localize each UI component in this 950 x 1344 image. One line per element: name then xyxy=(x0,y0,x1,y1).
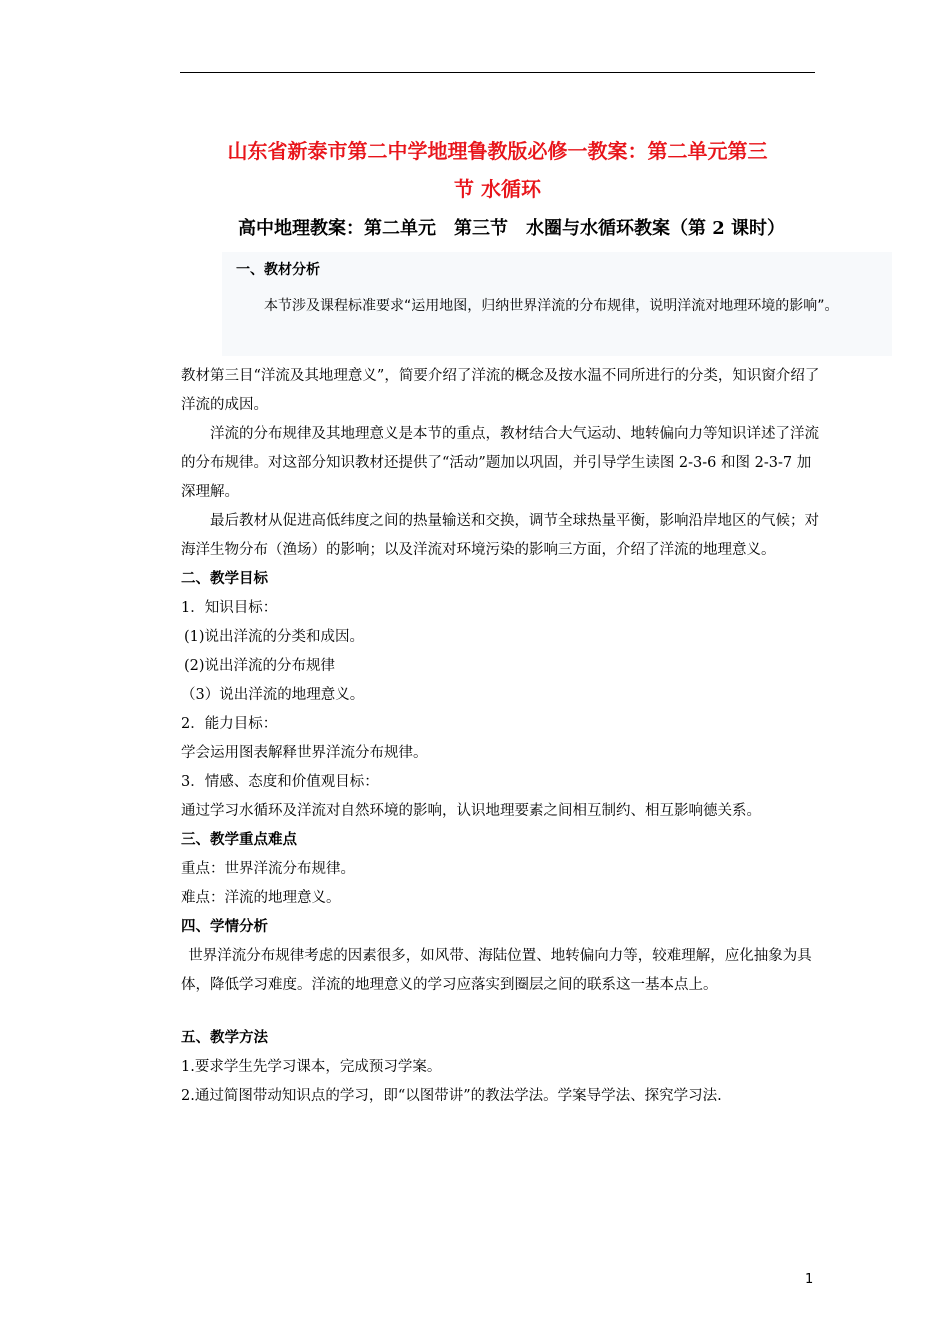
document-title xyxy=(180,132,815,208)
focus-text: 重点：世界洋流分布规律。 xyxy=(181,861,355,877)
goal-heading: 3．情感、态度和价值观目标： xyxy=(181,774,379,790)
spacer xyxy=(181,1000,821,1024)
analysis-text: 世界洋流分布规律考虑的因素很多，如风带、海陆位置、地转偏向力等，较难理解，应化抽象为具体，降低学习难度。洋流的地理意义的学习应落实到圈层之间的联系这一基本点上。 xyxy=(181,948,812,993)
goal-item: (2)说出洋流的分布规律 xyxy=(184,658,336,674)
method-item: 1.要求学生先学习课本，完成预习学案。 xyxy=(181,1059,442,1075)
goal-text: 通过学习水循环及洋流对自然环境的影响，认识地理要素之间相互制约、相互影响德关系。 xyxy=(181,803,761,819)
section-heading-goals: 二、教学目标 xyxy=(181,571,268,587)
goal-item: （3）说出洋流的地理意义。 xyxy=(181,687,365,703)
goal-heading: 1．知识目标： xyxy=(181,600,278,616)
difficulty-text: 难点：洋流的地理意义。 xyxy=(181,890,341,906)
lesson-subtitle: 高中地理教案：第二单元 第三节 水圈与水循环教案（第 2 课时） xyxy=(238,218,786,239)
paragraph: 洋流的分布规律及其地理意义是本节的重点，教材结合大气运动、地转偏向力等知识详述了洋流的分布规律。对这部分知识教材还提供了“活动”题加以巩固，并引导学生读图 2-3-6 和图 2-3-7 加深理解。 xyxy=(181,426,819,500)
goal-heading: 2．能力目标： xyxy=(181,716,278,732)
document-body xyxy=(181,362,821,1111)
header-rule xyxy=(180,72,815,73)
title-line-2: 节 水循环 xyxy=(454,177,541,201)
method-item: 2.通过简图带动知识点的学习，即“以图带讲”的教法学法。学案导学法、探究学习法. xyxy=(181,1088,722,1104)
section-heading-key-points: 三、教学重点难点 xyxy=(181,832,297,848)
goal-item: (1)说出洋流的分类和成因。 xyxy=(184,629,365,645)
goal-text: 学会运用图表解释世界洋流分布规律。 xyxy=(181,745,428,761)
section-heading-textbook-analysis: 一、教材分析 xyxy=(236,262,320,278)
curriculum-requirement: 本节涉及课程标准要求“运用地图，归纳世界洋流的分布规律，说明洋流对地理环境的影响”。 xyxy=(264,298,839,314)
title-line-1: 山东省新泰市第二中学地理鲁教版必修一教案：第二单元第三 xyxy=(227,139,768,163)
section-heading-student-analysis: 四、学情分析 xyxy=(181,919,268,935)
page-number: 1 xyxy=(805,1272,814,1287)
paragraph: 教材第三目“洋流及其地理意义”，简要介绍了洋流的概念及按水温不同所进行的分类，知识窗介绍了洋流的成因。 xyxy=(181,368,820,413)
section-heading-methods: 五、教学方法 xyxy=(181,1030,268,1046)
paragraph: 最后教材从促进高低纬度之间的热量输送和交换，调节全球热量平衡，影响沿岸地区的气候；对海洋生物分布（渔场）的影响；以及洋流对环境污染的影响三方面，介绍了洋流的地理意义。 xyxy=(181,513,819,558)
